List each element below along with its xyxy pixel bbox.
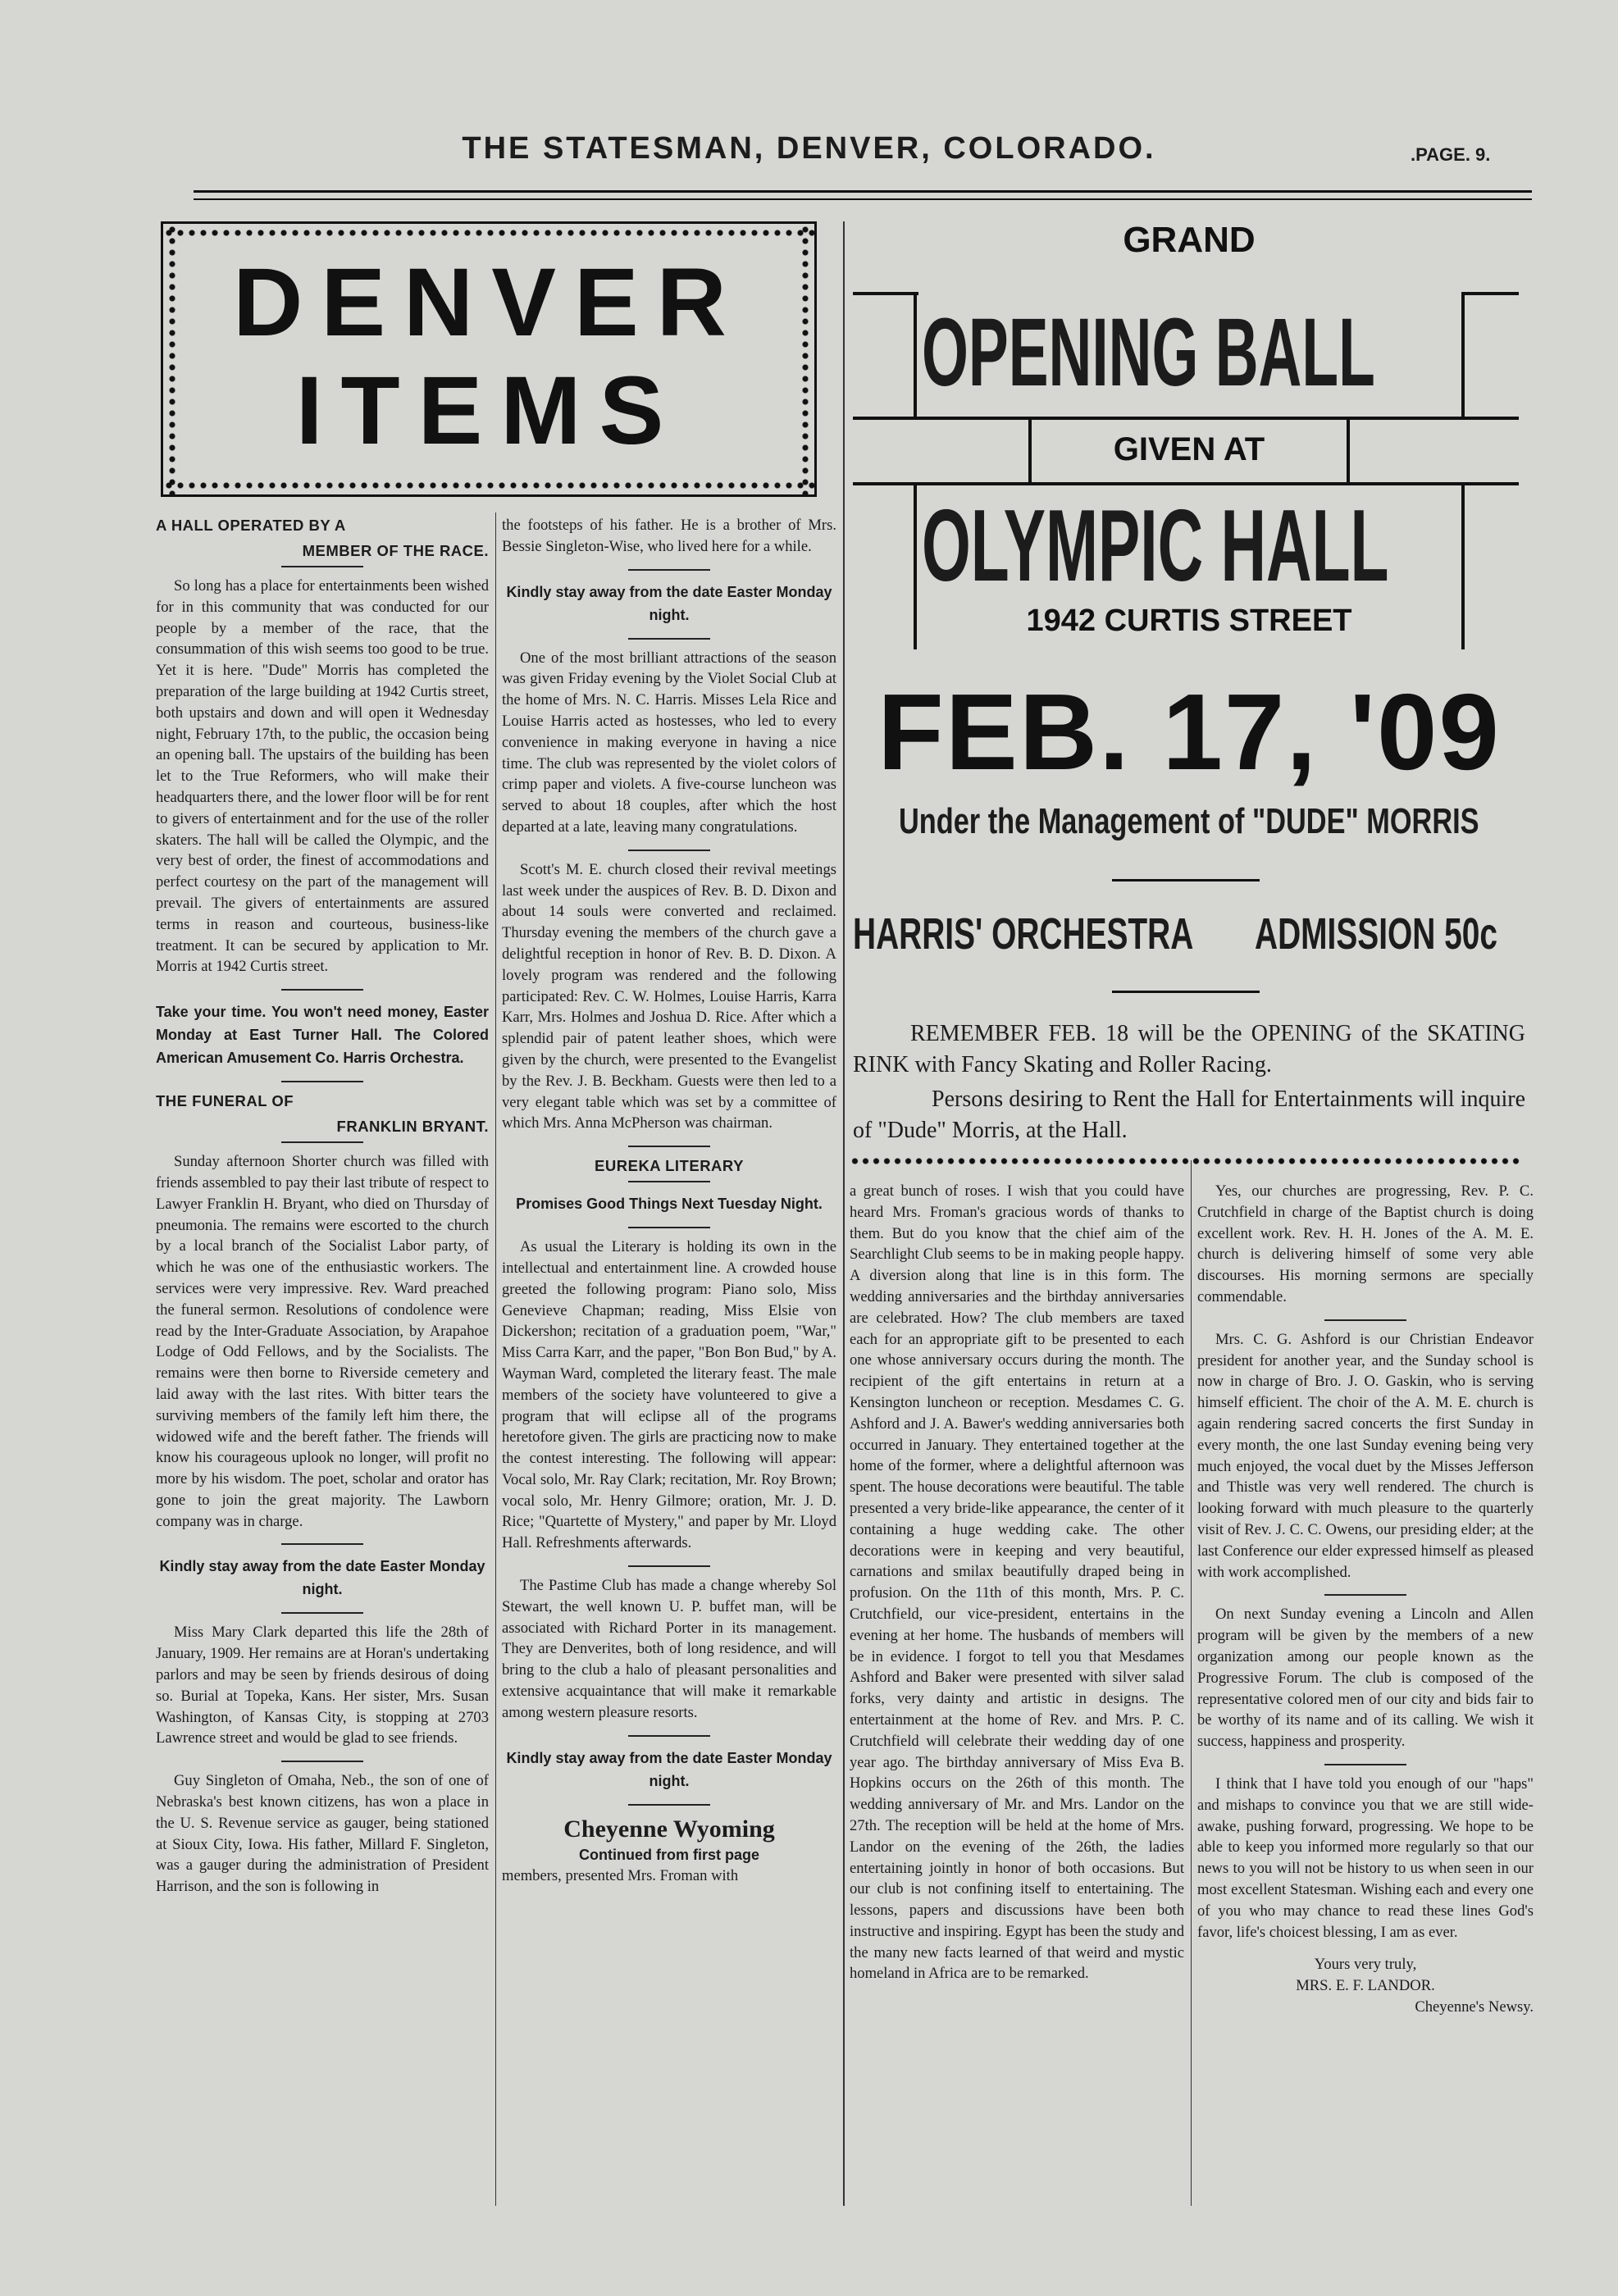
ad-given-at: GIVEN AT [1113, 431, 1265, 467]
box-border-bottom [163, 480, 814, 491]
separator [281, 1612, 363, 1614]
separator [628, 569, 710, 571]
ad-separator [1112, 991, 1260, 993]
funeral-article-text: Sunday afternoon Shorter church was filled with friends assembled to pay their last tribute of respect to Lawyer Franklin H. Bryant, who died on Thursday of pneumonia. The remains were escorted to the church by a local branch of the Socialist Labor party, of which he was one of the enthusiastic workers. The services were very impressive. Rev. Ward preached the funeral sermon. Resolutions of condolence were read by the Inter-Graduate Association, by Arapahoe Lodge of Odd Fellows, and by the Socialists. The remains were then borne to Riverside cemetery and laid away with the last rites. With bitter tears the surviving members of the family left him there, the widowed wife and the bereft father. The friends will know his courageous uplook no longer, will profit no more by his wisdom. The poet, scholar and orator has gone to join the great majority. The Lawborn company was in charge. [156, 1153, 489, 1530]
scott-church-text: Scott's M. E. church closed their revival meetings last week under the auspices of Rev. B. D. Dixon and about 14 souls were converted and reclaimed. Thursday evening the members of the church gave a delightful reception in honor of Rev. B. D. Dixon. A lovely program was rendered and the following participated: Rev. C. W. Holmes, Louise Harris, Karra Karr, Mrs. Holmes and Joshua D. Rice. After which a splendid pair of patent leather shoes, which were given by the church, were presented to the Evangelist by the Rev. J. B. Beckham. Guests were then led to a very elegant table which was set by a committee of which Mrs. Anna McPherson was chairman. [502, 860, 836, 1132]
funeral-heading-line2: FRANKLIN BRYANT. [336, 1118, 489, 1136]
separator [628, 1735, 710, 1737]
masthead-rule-bottom [194, 198, 1532, 200]
eureka-subheading: Promises Good Things Next Tuesday Night. [516, 1196, 823, 1213]
singleton-continued-text: the footsteps of his father. He is a brother of Mrs. Bessie Singleton-Wise, who lived here for a while. [502, 517, 836, 555]
column-2 [502, 515, 836, 1898]
separator [628, 850, 710, 851]
box-border-top [163, 227, 814, 239]
cheyenne-club-text: a great bunch of roses. I wish that you could have heard Mrs. Froman's gracious words of thanks to them. But do you know that the chief aim of the Searchlight Club seems to be in making people happy. A diversion along that line is in this form. The wedding anniversaries and the birthday anniversaries are celebrated. How? The club members are taxed each for an appropriate gift to be presented to each one whose anniversary occurs during the month. The recipient of the gift entertains in return at a Kensington luncheon or reception. Mesdames C. G. Ashford and J. A. Bawer's wedding anniversaries both occurred in January. They entertained together at the home of the former, where a delightful afternoon was spent. The house decorations were beautiful. The table presented a very bride-like appearance, the center of it containing a huge wedding cake. The other decorations were in keeping and very beautiful, carnations and smilax beautifully draped being in profusion. On the 11th of this month, Mrs. P. C. Crutchfield, our vice-president, entertains in the evening at her home. The husbands of members will be in evidence. I forgot to tell you that Mesdames Ashford and Baker were presented with silver salad forks, very dainty and artistic in designs. The entertainment at the home of Rev. and Mrs. P. C. Crutchfield will celebrate their wedding day of one year ago. The birthday anniversary of Miss Eva B. Hopkins occurs on the 26th of this month. The wedding anniversary of Mr. and Mrs. Landor on the 27th. The reception will be held at the home of Mrs. Landor on the evening of the 26th, the ladies entertaining jointly in honor of both occasions. But our club is not confining itself to entertaining. The lessons, papers and discussions have been both instructive and inspiring. Egypt has been the study and the many new facts learned of that weird and mystic homeland in Africa are to be remarked. [850, 1182, 1184, 1983]
signoff-line3: Cheyenne's Newsy. [1415, 1998, 1534, 2016]
separator [1324, 1594, 1406, 1596]
ad-olympic-hall: OLYMPIC HALL [922, 490, 1389, 603]
separator [281, 1081, 363, 1082]
ad-date: FEB. 17, '09 [877, 672, 1501, 792]
ad-remember-text: REMEMBER FEB. 18 will be the OPENING of the SKATING RINK with Fancy Skating and Roller Racing. [853, 1021, 1525, 1077]
funeral-heading-line1: THE FUNERAL OF [156, 1092, 294, 1110]
denver-items-box [161, 221, 817, 497]
notice-take-your-time: Take your time. You won't need money, Easter Monday at East Turner Hall. The Colored American Amusement Co. Harris Orchestra. [156, 1004, 489, 1067]
pastime-club-text: The Pastime Club has made a change whereby Sol Stewart, the well known U. P. buffet man, will be associated with Richard Porter in its management. They are Denverites, both of long residence, and will bring to the club a halo of pleasant personalities and extensive acquaintance that will make it remarkable among western pleasure resorts. [502, 1577, 836, 1721]
closing-text: I think that I have told you enough of our "haps" and mishaps to convince you that we are still wide-awake, pushing forward, progressing. We hope to be able to keep you informed more regularly so that our news to you will not be history to us when seen in our most excellent Statesman. Wishing each and every one of you who may chance to read these lines God's favor, life's choicest blessing, I am as ever. [1197, 1774, 1534, 1941]
hall-heading-line1: A HALL OPERATED BY A [156, 517, 346, 534]
eureka-heading: EUREKA LITERARY [595, 1157, 744, 1175]
ad-opening-ball: OPENING BALL [922, 298, 1375, 407]
ad-orchestra: HARRIS' ORCHESTRA [853, 909, 1194, 959]
ad-rule [1461, 485, 1465, 649]
violet-club-text: One of the most brilliant attractions of the season was given Friday evening by the Violet Social Club at the home of Mrs. N. C. Harris. Misses Lela Rice and Louise Harris acted as hostesses, who led to every convenience in making everyone in having a nice time. The club was represented by the violet colors of crimp paper and violets. A five-course luncheon was served to about 18 couples, after which the host departed at a late, leaving many congratulations. [502, 649, 836, 836]
denver-items-title-line2: ITEMS [295, 357, 682, 465]
page-number: .PAGE. 9. [1411, 144, 1491, 165]
separator [1324, 1319, 1406, 1321]
ad-management: Under the Management of "DUDE" MORRIS [899, 801, 1479, 841]
ad-rule [914, 292, 917, 418]
column-divider-1 [495, 512, 496, 2206]
ad-separator [1112, 879, 1260, 882]
ad-bottom-border [850, 1156, 1522, 1166]
notice-easter-monday: Kindly stay away from the date Easter Monday night. [506, 1749, 832, 1789]
column-divider-3 [1191, 1160, 1192, 2206]
singleton-article-text: Guy Singleton of Omaha, Neb., the son of one of Nebraska's best known citizens, has won a place in the U. S. Revenue service as gauger, being stationed at Sioux City, Iowa. His father, Millard F. Singleton, was a gauger during the administration of President Harrison, and the son is following in [156, 1772, 489, 1896]
heading-separator [628, 1227, 710, 1228]
masthead-title: THE STATESMAN, DENVER, COLORADO. [462, 131, 1156, 166]
ad-rule [1461, 292, 1465, 418]
masthead-rule-top [194, 190, 1532, 193]
heading-separator [281, 1141, 363, 1143]
lincoln-program-text: On next Sunday evening a Lincoln and Allen program will be given by the members of a new organization among our people known as the Progressive Forum. The club is composed of the representative colored men of our city and bids fair to be worthy of its name and of its calling. We wish it success, happiness and prosperity. [1197, 1606, 1534, 1751]
ad-rule [1347, 420, 1350, 484]
ad-rule [1461, 292, 1519, 295]
churches-text: Yes, our churches are progressing, Rev. P. C. Crutchfield in charge of the Baptist church is doing excellent work. Rev. H. H. Jones of the A. M. E. church is delivering himself of some very able discourses. His morning sermons are specially commendable. [1197, 1182, 1534, 1305]
separator [628, 638, 710, 640]
cheyenne-subheading: Continued from first page [579, 1846, 759, 1863]
separator [628, 1565, 710, 1567]
separator [281, 1761, 363, 1762]
cheyenne-heading: Cheyenne Wyoming [563, 1815, 775, 1843]
heading-separator [281, 566, 363, 567]
column-4 [1197, 1181, 1534, 2018]
notice-easter-monday: Kindly stay away from the date Easter Monday night. [506, 583, 832, 623]
cheyenne-article-start: members, presented Mrs. Froman with [502, 1867, 739, 1885]
ad-persons-text: Persons desiring to Rent the Hall for Entertainments will inquire of "Dude" Morris, at the Hall. [853, 1086, 1525, 1143]
hall-article-text: So long has a place for entertainments been wished for in this community that was conducted for our people by a member of the race, that the consummation of this wish seems too good to be true. Yet it is here. "Dude" Morris has completed the preparation of the large building at 1942 Curtis street, both upstairs and down and will open it Wednesday night, February 17th, to the public, the occasion being an opening ball. The upstairs of the building has been let to the True Reformers, who will make their headquarters there, and the lower floor will be for rent to givers of entertainment and for the use of the roller skaters. The hall will be called the Olympic, and the very best of order, the finest of accommodations and perfect courtesy on the part of the management will prevail. The givers of entertainments are assured terms in reason and courteous, business-like treatment. It can be secured by application to Mr. Morris at 1942 Curtis street. [156, 577, 489, 976]
hall-heading-line2: MEMBER OF THE RACE. [302, 542, 489, 559]
heading-separator [628, 1181, 710, 1182]
ashford-text: Mrs. C. G. Ashford is our Christian Endeavor president for another year, and the Sunday school is now in charge of Bro. J. O. Gaskin, who is serving himself efficient. The choir of the A. M. E. church is again rendering sacred concerts the first Sunday in every month, the one last Sunday evening being very much enjoyed, the vocal duet by the Misses Jefferson and Thistle was very well rendered. The church is looking forward with much pleasure to the quarterly visit of Rev. J. C. C. Owens, our presiding elder; at the last Conference our elder expressed himself as pleased with work accomplished. [1197, 1330, 1534, 1581]
ad-grand: GRAND [1123, 220, 1256, 260]
ad-address: 1942 CURTIS STREET [1026, 604, 1352, 638]
separator [281, 989, 363, 991]
ad-rule [853, 292, 918, 295]
column-3 [850, 1181, 1184, 1996]
denver-items-title-line1: DENVER [233, 248, 745, 357]
ad-admission: ADMISSION 50c [1255, 909, 1498, 959]
separator [628, 1146, 710, 1147]
ad-rule [853, 417, 1519, 420]
ad-rule [853, 482, 1519, 485]
separator [281, 1543, 363, 1545]
clark-article-text: Miss Mary Clark departed this life the 28th of January, 1909. Her remains are at Horan's undertaking parlors and may be seen by friends desirous of doing so. Burial at Topeka, Kans. Her sister, Mrs. Susan Washington, of Kansas City, is stopping at 2703 Lawrence street and would be glad to see friends. [156, 1624, 489, 1747]
eureka-article-text: As usual the Literary is holding its own in the intellectual and entertainment line. A crowded house greeted the following program: Piano solo, Miss Genevieve Chapman; reading, Miss Elsie von Dickershon; recitation of a graduation poem, "War," Miss Carra Karr, and the paper, "Bon Bon Bud," by A. Wayman Ward, completed the literary feast. The male members of the society have volunteered to give a program that will eclipse all of the programs heretofore given. The girls are practicing now to make the contest interesting. The following will appear: Vocal solo, Mr. Ray Clark; recitation, Mr. Roy Brown; vocal solo, Mr. Henry Gilmore; oration, Mr. J. D. Rice; "Quartette of Mystery," and paper by Mr. Lloyd Hall. Refreshments afterwards. [502, 1238, 836, 1552]
column-1 [156, 515, 489, 1909]
notice-easter-monday: Kindly stay away from the date Easter Monday night. [159, 1558, 485, 1598]
signoff-line1: Yours very truly, [1314, 1956, 1417, 1974]
separator [1324, 1764, 1406, 1765]
column-divider-2 [843, 221, 845, 2206]
separator [628, 1804, 710, 1806]
signoff-line2: MRS. E. F. LANDOR. [1296, 1977, 1435, 1995]
